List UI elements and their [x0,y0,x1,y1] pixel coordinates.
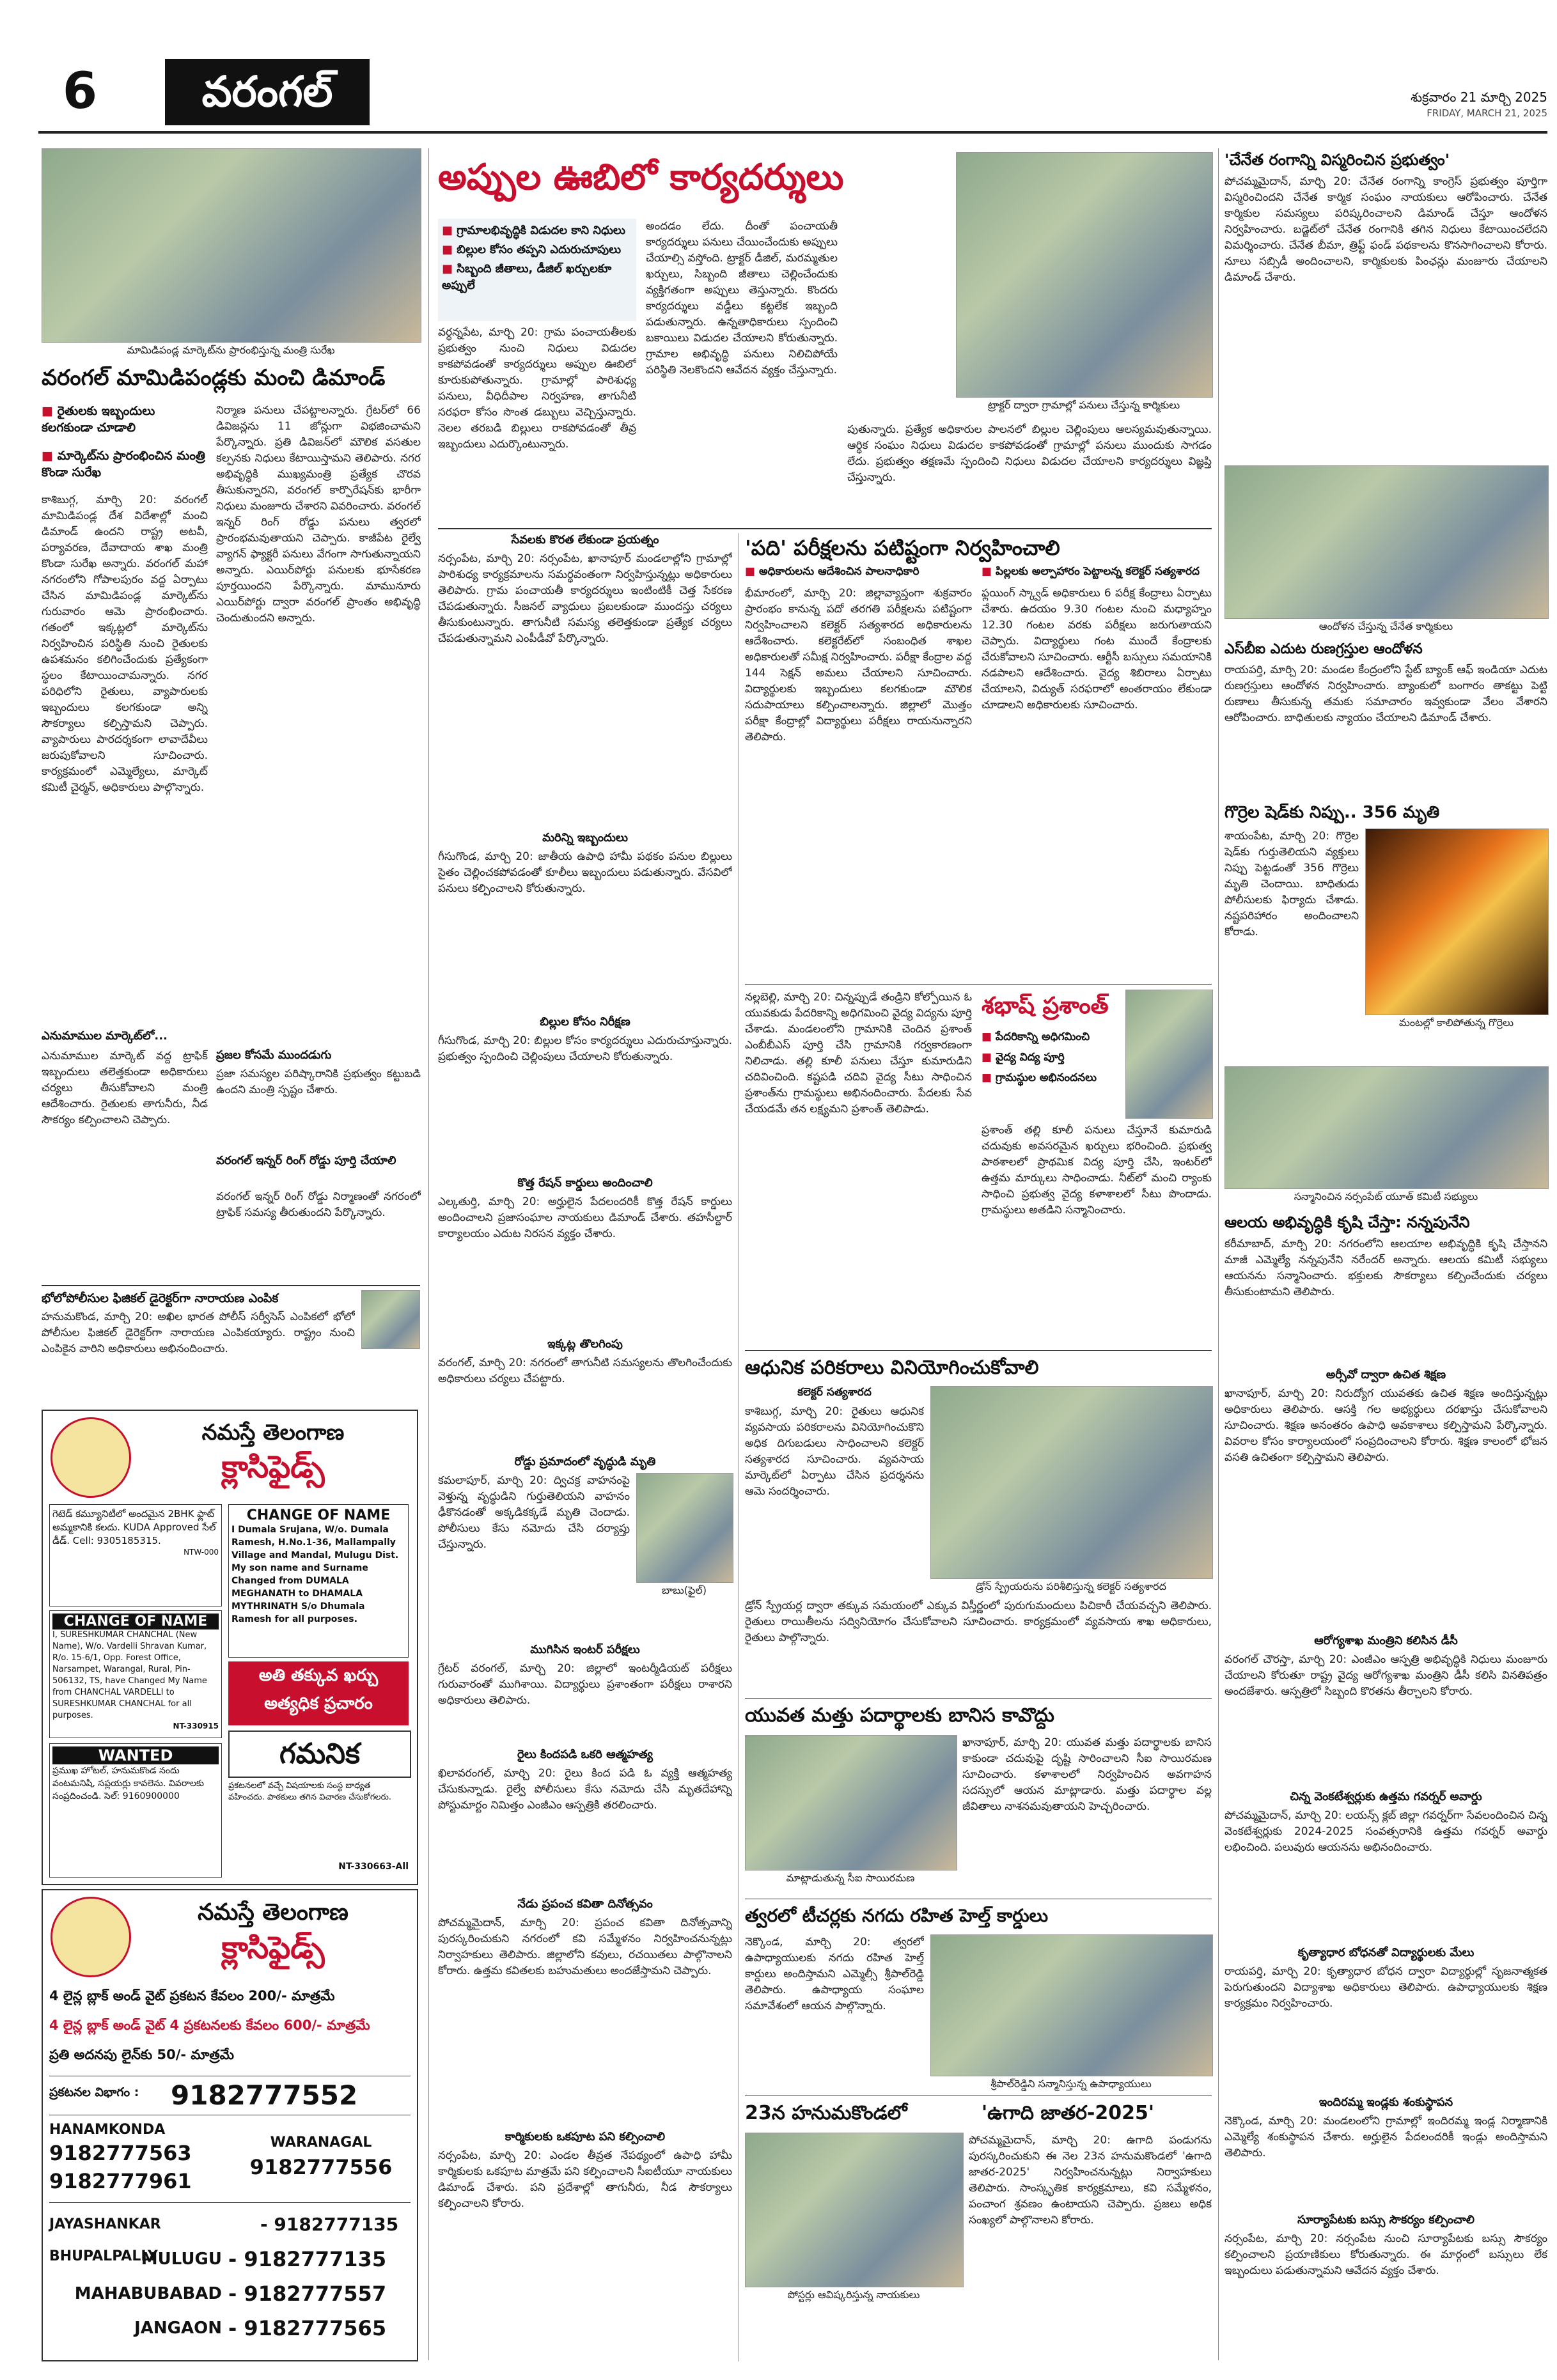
mid-sub-5: రైలు కిందపడి ఒకరి ఆత్మహత్య [517,1748,653,1761]
lead-bullet-2: ■ బిల్లుల కోసం తప్పని ఎదురుచూపులు [438,240,636,260]
change-of-name-2-title: CHANGE OF NAME [52,1614,219,1629]
city-hanamkonda-phone-1: 9182777563 [49,2141,192,2165]
lead-sub-2: మరిన్ని ఇబ్బందులు [542,831,628,844]
classified-brand-1: నమస్తే తెలంగాణ [201,1420,345,1445]
fire-photo-caption: మంటల్లో కాలిపోతున్న గొర్రెలు [1399,1016,1514,1029]
column-rule-1 [428,148,429,2360]
tenth-body-2: ఫ్లయింగ్‌ స్క్వాడ్‌ అధికారులు 6 పరీక్ష కేంద్రాలు ఏర్పాటు చేశారు. ఉదయం 9.30 గంటల నుంచి మధ్యాహ్నం 12.30 గంటల వరకు పరీక్షలు జరుగుతాయని చెప్పారు. విద్యార్థులు గంట ముందే కేంద్రాలకు చేరుకోవాలని సూచించారు. ఆర్టీసీ బస్సులు సమయానికి నడపాలని ఆదేశించారు. వైద్య శిబిరాలు ఏర్పాటు చేయాలని, విద్యుత్‌ సరఫరాలో అంతరాయం లేకుండా చూడాలని అధికారులకు సూచించారు. [982,587,1212,712]
mid-body-3: గీసుగొండ, మార్చి 20: బిల్లుల కోసం కార్యదర్శులు ఎదురుచూస్తున్నారు. ప్రభుత్వం స్పందించి చెల్లింపులు చేయాలని కోరుతున్నారు. [438,1034,732,1063]
promo-banner [228,1661,409,1725]
rate-line-1: 4 లైన్ల బ్లాక్‌ అండ్‌ వైట్‌ ప్రకటన కేవలం 200/- మాత్రమే [49,1988,335,2003]
mid-sub-7: కార్మికులకు ఒకపూట పని కల్పించాలి [505,2130,666,2143]
indiramma-sub: ఇందిరమ్మ ఇండ్లకు శంకుస్థాపన [1318,2096,1453,2109]
mango-body-right-2: ప్రజా సమస్యల పరిష్కారానికి ప్రభుత్వం కట్టుబడి ఉందని మంత్రి స్పష్టం చేశారు. [216,1068,421,1096]
change-of-name-ad [228,1504,409,1658]
lead-body-2: అందడం లేదు. దీంతో పంచాయతీ కార్యదర్శులు పనులు చేయించేందుకు అప్పులు చేయాల్సి వస్తోంది. ట్రాక్టర్‌ డీజిల్‌, మరమ్మతుల ఖర్చులు, సిబ్బంది జీతాలు చెల్లించేందుకు వ్యక్తిగతంగా అప్పులు తెస్తున్నారు. కొందరు కార్యదర్శులు వడ్డీలు కట్టలేక ఇబ్బంది పడుతున్నారు. ఉన్నతాధికారులు స్పందించి బకాయిలు విడుదల చేయాలని కోరుతున్నారు. గ్రామాల అభివృద్ధి పనులు నిలిచిపోయే పరిస్థితి నెలకొందని ఆవేదన వ్యక్తం చేస్తున్నారు. [646,220,838,377]
date-en: FRIDAY, MARCH 21, 2025 [1427,107,1547,119]
governor-award-sub: చిన్న వెంకటేశ్వర్లుకు ఉత్తమ గవర్నర్‌ అవార్డు [1290,1790,1482,1803]
prashanth-rule [745,984,1212,985]
mango-bullet-2: ■ మార్కెట్‌ను ప్రారంభించిన మంత్రి కొండా సురేఖ [42,447,208,481]
page-number: 6 [62,63,98,120]
prashanth-headline: శభాష్‌ ప్రశాంత్‌ [982,993,1109,1019]
masthead [0,0,1557,136]
mid-body-1: నర్సంపేట, మార్చి 20: నర్సంపేట, ఖానాపూర్‌ మండలాల్లోని గ్రామాల్లో పారిశుధ్య కార్యక్రమాలను సమర్థవంతంగా నిర్వహిస్తున్నట్లు అధికారులు తెలిపారు. గ్రామ పంచాయతీ కార్యదర్శులు ఇంటింటికీ చెత్త సేకరణ చేపడుతున్నారు. సీజనల్‌ వ్యాధులు ప్రబలకుండా ముందస్తు చర్యలు తీసుకుంటున్నారు. తాగునీటి సమస్య తలెత్తకుండా ప్రత్యేక చర్యలు చేపడుతున్నామని ఎంపీడీవో పేర్కొన్నారు. [438,552,732,645]
poster-photo [745,2133,964,2287]
classified-box-2 [42,1889,418,2361]
tools-byline: కలెక్టర్‌ సత్యశారద [797,1386,872,1399]
city-hanamkonda-phone-2: 9182777961 [49,2169,192,2193]
health-body: నెక్కొండ, మార్చి 20: త్వరలో ఉపాధ్యాయులకు నగదు రహిత హెల్త్‌ కార్డులు అందిస్తామని ఎమ్మెల్సీ శ్రీపాల్‌రెడ్డి తెలిపారు. ఉపాధ్యాయ సంఘాల సమావేశంలో ఆయన పాల్గొన్నారు. [745,1936,924,2012]
city-bhupalpally-phone: - 9182777135 [260,2214,399,2235]
youth-committee-photo [1224,1066,1549,1189]
adv-dept-phone: 9182777552 [171,2080,358,2111]
health-minister-body: వరంగల్‌ చౌరస్తా, మార్చి 20: ఎంజీఎం ఆస్పత్రి అభివృద్ధికి నిధులు మంజూరు చేయాలని కోరుతూ రాష్ట్ర వైద్య ఆరోగ్యశాఖ మంత్రిని డీసీ కలిసి వినతిపత్రం అందజేశారు. ఆస్పత్రిలో సిబ్బంది కొరతను తీర్చాలని కోరారు. [1224,1653,1547,1698]
youth-photo [745,1735,957,1871]
rate-line-2: 4 లైన్ల బ్లాక్‌ అండ్‌ వైట్‌ 4 ప్రకటనలకు కేవలం 600/- మాత్రమే [49,2018,370,2033]
tools-headline: ఆధునిక పరికరాలు వినియోగించుకోవాలి [745,1357,1039,1379]
mango-sub-3: వరంగల్‌ ఇన్నర్‌ రింగ్‌ రోడ్డు పూర్తి చేయాలి [216,1154,396,1167]
tractor-photo [956,152,1213,398]
wanted-title: WANTED [52,1746,219,1764]
ad-code-1: NTW-000 [184,1548,219,1557]
physical-director-story [42,1285,420,1401]
prashanth-photo [1125,990,1213,1119]
city-mulugu-phone: - 9182777135 [228,2247,387,2271]
tenth-body-1: భీమారంలో, మార్చి 20: జిల్లావ్యాప్తంగా శుక్రవారం ప్రారంభం కానున్న పదో తరగతి పరీక్షలను పటిష్టంగా నిర్వహించాలని కలెక్టర్‌ సత్యశారద అధికారులను ఆదేశించారు. కలెక్టరేట్‌లో సంబంధిత శాఖల అధికారులతో సమీక్ష నిర్వహించారు. పరీక్షా కేంద్రాల వద్ద 144 సెక్షన్‌ అమలు చేయాలని సూచించారు. విద్యార్థులకు ఇబ్బందులు కలగకుండా మౌలిక సదుపాయాలు కల్పించాలన్నారు. జిల్లాలో మొత్తం పరీక్షా కేంద్రాల్లో విద్యార్థులు పరీక్షలు రాయనున్నారని తెలిపారు. [745,587,972,743]
adv-dept-row [49,2076,411,2115]
mango-body-left: కాశిబుగ్గ, మార్చి 20: వరంగల్‌ మామిడిపండ్ల దేశ విదేశాల్లో మంచి డిమాండ్‌ ఉందని రాష్ట్ర అటవీ, పర్యావరణ, దేవాదాయ శాఖ మంత్రి కొండా సురేఖ అన్నారు. వరంగల్‌ మహా నగరంలోని గోపాలపురం వద్ద ఏర్పాటు చేసిన మామిడిపండ్ల మార్కెట్‌ను గురువారం ఆమె ప్రారంభించారు. గతంలో ఇక్కట్లలో మార్కెట్‌ను నిర్వహించిన పరిస్థితి నుంచి రైతులకు ఉపశమనం కలిగించేందుకు ప్రత్యేకంగా స్థలం కేటాయించామన్నారు. నగర పరిధిలోని రైతులు, వ్యాపారులకు ఇబ్బందులు కలగకుండా అన్ని సౌకర్యాలు కల్పిస్తామని చెప్పారు. వ్యాపారులు పారదర్శకంగా లావాదేవీలు జరుపుకోవాలని సూచించారు. కార్యక్రమంలో ఎమ్మెల్యేలు, మార్కెట్‌ కమిటీ చైర్మన్‌, అధికారులు పాల్గొన్నారు. [42,494,208,794]
handloom-photo [1224,465,1549,619]
mango-photo-caption: మామిడిపండ్ల మార్కెట్‌ను ప్రారంభిస్తున్న మంత్రి సురేఖ [127,344,335,356]
change-of-name-2-text: I, SURESHKUMAR CHANCHAL (New Name), W/o. Vardelli Shravan Kumar, R/o. 15-6/1, Opp. Forest Office, Narsampet, Warangal, Rural, Pin-506132, TS, have Changed My Name from CHANCHAL VARDELLI to SURESHKUMAR CHANCHAL for all purposes. [52,1630,207,1720]
mid-sub-4: ముగిసిన ఇంటర్‌ పరీక్షలు [530,1643,640,1656]
mid-sub-2: ఇక్కట్ల తొలగింపు [547,1337,623,1351]
classified-title-2: క్లాసిఫైడ్స్‌ [221,1930,325,1966]
fire-body: శాయంపేట, మార్చి 20: గొర్రెల షెడ్‌కు గుర్తుతెలియని వ్యక్తులు నిప్పు పెట్టడంతో 356 గొర్రెలు మృతి చెందాయి. బాధితుడు పోలీసులకు ఫిర్యాదు చేశాడు. నష్టపరిహారం అందించాలని కోరాడు. [1224,830,1359,938]
classified-logo-2 [51,1897,131,1977]
lead-bullets [438,219,636,321]
mid-body-4: ఎల్కతుర్తి, మార్చి 20: అర్హులైన పేదలందరికీ కొత్త రేషన్‌ కార్డులు అందించాలని ప్రజాసంఘాల నాయకులు డిమాండ్‌ చేశారు. తహసీల్దార్‌ కార్యాలయం ఎదుట నిరసన వ్యక్తం చేశారు. [438,1195,732,1240]
lead-bullet-3: ■ సిబ్బంది జీతాలు, డీజిల్‌ ఖర్చులకూ అప్పులే [438,260,636,295]
fire-headline: గొర్రెల షెడ్‌కు నిప్పు.. 356 మృతి [1224,803,1440,822]
mid-body-7: గ్రేటర్‌ వరంగల్‌, మార్చి 20: జిల్లాలో ఇంటర్మీడియట్‌ పరీక్షలు గురువారంతో ముగిశాయి. విద్యార్థులు ప్రశాంతంగా పరీక్షలు రాశారని అధికారులు తెలిపారు. [438,1662,732,1707]
indiramma-body: నెక్కొండ, మార్చి 20: మండలంలోని గ్రామాల్లో ఇందిరమ్మ ఇండ్ల నిర్మాణానికి ఎమ్మెల్యే శంకుస్థాపన చేశారు. అర్హులైన పేదలందరికీ ఇండ్లు అందిస్తామని తెలిపారు. [1224,2115,1547,2159]
lead-body-3: పుతున్నారు. ప్రత్యేక అధికారుల పాలనలో బిల్లుల చెల్లింపులు ఆలస్యమవుతున్నాయి. ఆర్థిక సంఘం నిధులు విడుదల కాకపోవడంతో గ్రామాల్లో పనులు ముందుకు సాగడం లేదు. ప్రభుత్వం తక్షణమే స్పందించి నిధులు విడుదల చేయాలని కార్యదర్శులు విజ్ఞప్తి చేస్తున్నారు. [847,423,1212,484]
mango-sub-2: ప్రజల కోసమే ముందడుగు [216,1048,332,1062]
column-rule-3 [1218,148,1219,2360]
ugadi-body: పోచమ్మమైదాన్‌, మార్చి 20: ఉగాది పండుగను పురస్కరించుకుని ఈ నెల 23న హనుమకొండలో 'ఉగాది జాతర-2025' నిర్వహించనున్నట్లు నిర్వాహకులు తెలిపారు. సాంస్కృతిక కార్యక్రమాలు, కవి సమ్మేళనం, పంచాంగ శ్రవణం ఉంటాయని చెప్పారు. ప్రజలు అధిక సంఖ్యలో పాల్గొనాలని కోరారు. [969,2134,1212,2227]
tractor-photo-caption: ట్రాక్టర్‌ ద్వారా గ్రామాల్లో పనులు చేస్తున్న కార్మికులు [987,399,1180,411]
bus-body: నర్సంపేట, మార్చి 20: నర్సంపేట నుంచి సూర్యాపేటకు బస్సు సౌకర్యం కల్పించాలని ప్రయాణికులు కోరుతున్నారు. ఈ మార్గంలో బస్సులు లేక ఇబ్బందులు పడుతున్నామని ఆవేదన వ్యక్తం చేశారు. [1224,2232,1547,2277]
masthead-rule [38,131,1547,134]
city-warangal: WARANAGAL [270,2135,372,2151]
handloom-photo-caption: ఆందోళన చేస్తున్న చేనేత కార్మికులు [1318,620,1453,632]
city-warangal-phone: 9182777556 [249,2155,393,2179]
ad-code-2: NT-330915 [173,1722,219,1731]
mid-body-10: నర్సంపేట, మార్చి 20: ఎండల తీవ్రత నేపథ్యంలో ఉపాధి హామీ కార్మికులకు ఒకపూట మాత్రమే పని కల్పించాలని సీఐటీయూ నాయకులు డిమాండ్‌ చేశారు. పని ప్రదేశాల్లో తాగునీరు, నీడ సౌకర్యాలు కల్పించాలని కోరారు. [438,2149,732,2210]
classified-ad-left [49,1504,222,1606]
handloom-headline: 'చేనేత రంగాన్ని విస్మరించిన ప్రభుత్వం' [1224,151,1450,169]
adv-dept-label: ప్రకటనల విభాగం : [49,2085,139,2099]
teaching-sub: కృత్యాధార బోధనతో విద్యార్థులకు మేలు [1297,1946,1475,1959]
tenth-headline: 'పది' పరీక్షలను పటిష్టంగా నిర్వహించాలి [745,536,1060,560]
bus-sub: సూర్యాపేటకు బస్సు సౌకర్యం కల్పించాలి [1297,2213,1475,2227]
prashanth-body-1: నల్లబెల్లి, మార్చి 20: చిన్నప్పుడే తండ్రిని కోల్పోయిన ఓ యువకుడు పేదరికాన్ని అధిగమించి వైద్య విద్యను పూర్తి చేశాడు. మండలంలోని గ్రామానికి చెందిన ప్రశాంత్‌ ఎంబీబీఎస్‌ పూర్తి చేసి గ్రామానికి గర్వకారణంగా నిలిచాడు. తల్లి కూలీ పనులు చేస్తూ కుమారుడిని చదివించింది. కష్టపడి చదివి వైద్య సీటు సాధించిన ప్రశాంత్‌ను గ్రామస్థులు అభినందించారు. పేదలకు సేవ చేయడమే తన లక్ష్యమని ప్రశాంత్‌ తెలిపాడు. [745,991,972,1116]
governor-award-body: పోచమ్మమైదాన్‌, మార్చి 20: లయన్స్‌ క్లబ్‌ జిల్లా గవర్నర్‌గా సేవలందించిన చిన్న వెంకటేశ్వర్లుకు 2024-2025 సంవత్సరానికి ఉత్తమ గవర్నర్‌ అవార్డు లభించింది. పలువురు ఆయనను అభినందించారు. [1224,1809,1547,1854]
health-photo-caption: శ్రీపాల్‌రెడ్డిని సన్మానిస్తున్న ఉపాధ్యాయులు [990,2078,1152,2090]
health-photo [930,1934,1213,2076]
prashanth-bullet-3: ■ గ్రామస్థుల అభినందనలు [982,1071,1122,1087]
rsu-body: ఖానాపూర్‌, మార్చి 20: నిరుద్యోగ యువతకు ఉచిత శిక్షణ అందిస్తున్నట్లు అధికారులు తెలిపారు. ఆసక్తి గల అభ్యర్థులు దరఖాస్తు చేసుకోవాలని సూచించారు. శిక్షణ అనంతరం ఉపాధి అవకాశాలు కల్పిస్తామని పేర్కొన్నారు. వివరాల కోసం కార్యాలయంలో సంప్రదించాలని కోరారు. శిక్షణ కాలంలో భోజన వసతి ఉచితంగా కల్పిస్తామని తెలిపారు. [1224,1387,1547,1464]
fire-photo [1365,828,1549,1015]
rate-line-3: ప్రతి అదనపు లైన్‌కు 50/- మాత్రమే [49,2047,234,2062]
mid-body-5: వరంగల్‌, మార్చి 20: నగరంలో తాగునీటి సమస్యలను తొలగించేందుకు అధికారులు చర్యలు చేపట్టారు. [438,1357,732,1385]
classified-ad-left-text: గెటెడ్‌ కమ్యూనిటీలో అందమైన 2BHK ఫ్లాట్‌ అమ్మకానికి కలదు. KUDA Approved సేల్‌ డీడ్‌. Cell: 9305185315. [52,1508,216,1546]
narayana-photo [361,1290,420,1349]
physical-director-body: హనుమకొండ, మార్చి 20: అఖిల భారత పోలీస్‌ సర్వీసెస్‌ ఎంపికలో భోలో పోలీసుల ఫిజికల్‌ డైరెక్టర్‌గా నారాయణ ఎంపికయ్యారు. రాష్ట్రం నుంచి ఎంపికైన వారిని అధికారులు అభినందించారు. [42,1311,355,1355]
sbi-body: రాయపర్తి, మార్చి 20: మండల కేంద్రంలోని స్టేట్‌ బ్యాంక్‌ ఆఫ్‌ ఇండియా ఎదుట రుణగ్రస్తులు ఆందోళన నిర్వహించారు. బ్యాంకులో బంగారం తాకట్టు పెట్టి రుణాలు తీసుకున్న తమకు సమాచారం ఇవ్వకుండా వేలం వేశారని ఆరోపించారు. బాధితులకు న్యాయం చేయాలని డిమాండ్‌ చేశారు. [1224,664,1547,724]
tools-body-1: కాశిబుగ్గ, మార్చి 20: రైతులు ఆధునిక వ్యవసాయ పరికరాలను వినియోగించుకొని అధిక దిగుబడులు సాధించాలని కలెక్టర్‌ సత్యశారద సూచించారు. వ్యవసాయ మార్కెట్‌లో ఏర్పాటు చేసిన ప్రదర్శనను ఆమె సందర్శించారు. [745,1405,924,1498]
tenth-bullet-2: ■ పిల్లలకు అల్పాహారం పెట్టాలన్న కలెక్టర్‌ సత్యశారద [982,565,1212,580]
mid-body-2: గీసుగొండ, మార్చి 20: జాతీయ ఉపాధి హామీ పథకం పనుల బిల్లులు సైతం చెల్లించకపోవడంతో కూలీలు ఇబ్బందులు పడుతున్నారు. వేసవిలో పనులు కల్పించాలని కోరుతున్నారు. [438,850,732,895]
drone-photo [930,1386,1213,1579]
city-hanamkonda: HANAMKONDA [49,2122,166,2138]
change-of-name-text: I Dumala Srujana, W/o. Dumala Ramesh, H.No.1-36, Mallampally Village and Mandal, Mulugu Dist. My son name and Surname Changed from DUMALA MEGHANATH to DHAMALA MYTHRINATH S/o Dhumala Ramesh for all purposes. [231,1525,399,1624]
city-bhupalpally: JAYASHANKAR BHUPALPALLY [49,2216,161,2264]
hanamkonda-headline: 23న హనుమకొండలో [745,2102,907,2124]
mid-sub-1: కొత్త రేషన్‌ కార్డులు అందించాలి [517,1176,653,1190]
city-mulugu: MULUGU [141,2250,222,2269]
mango-bullet-1: ■ రైతులకు ఇబ్బందులు కలగకుండా చూడాలి [42,403,208,436]
date-te: శుక్రవారం 21 మార్చి 2025 [1411,89,1547,105]
youth-committee-caption: సన్మానించిన నర్సంపేట్‌ యూత్‌ కమిటీ సభ్యులు [1294,1190,1478,1202]
promo-banner-2: అత్యధిక ప్రచారం [264,1694,373,1713]
lead-sub-3: బిల్లుల కోసం నిరీక్షణ [540,1015,630,1029]
poster-photo-caption: పోస్టర్లు ఆవిష్కరిస్తున్న నాయకులు [787,2289,920,2301]
mid-body-8: ఖిలావరంగల్‌, మార్చి 20: రైలు కింద పడి ఓ వ్యక్తి ఆత్మహత్య చేసుకున్నాడు. రైల్వే పోలీసులు కేసు నమోదు చేసి మృతదేహాన్ని పోస్టుమార్టం నిమిత్తం ఎంజీఎం ఆస్పత్రికి తరలించారు. [438,1767,732,1812]
health-headline: త్వరలో టీచర్లకు నగదు రహిత హెల్త్‌ కార్డులు [745,1905,1049,1926]
gamanika-text: ప్రకటనలలో వచ్చే విషయాలకు సంస్థ బాధ్యత వహించదు. పాఠకులు తగిన విచారణ చేసుకోగలరు. [228,1781,391,1802]
physical-director-headline: భోలోపోలీసుల ఫిజికల్‌ డైరెక్టర్‌గా నారాయణ ఎంపిక [42,1291,279,1305]
temple-headline: ఆలయ అభివృద్ధికి కృషి చేస్తా: నన్నపునేని [1224,1213,1470,1231]
classified-box-1 [42,1410,418,1885]
lead-headline: అప్పుల ఊబిలో కార్యదర్శులు [438,157,844,198]
classified-logo-1 [51,1417,131,1498]
mango-body-left-2: ఎనుమాముల మార్కెట్‌ వద్ద ట్రాఫిక్‌ ఇబ్బందులు తలెత్తకుండా అధికారులు చర్యలు తీసుకోవాలని మంత్రి ఆదేశించారు. రైతులకు తాగునీరు, నీడ సౌకర్యం కల్పించాలని చెప్పారు. [42,1050,208,1126]
mango-body-right: నిర్మాణ పనులు చేపట్టాలన్నారు. గ్రేటర్‌లో 66 డివిజన్లను 11 జోన్లుగా విభజించామని పేర్కొన్నారు. ప్రతి డివిజన్‌లో మౌలిక వసతుల కల్పనకు నిధులు కేటాయిస్తామని తెలిపారు. నగర అభివృద్ధికి ముఖ్యమంత్రి ప్రత్యేక చొరవ తీసుకున్నారని, వరంగల్‌ కార్పొరేషన్‌కు భారీగా నిధులు మంజూరు చేశారని వివరించారు. వరంగల్‌ ఇన్నర్‌ రింగ్‌ రోడ్డు పనులు త్వరలో ప్రారంభమవుతాయని చెప్పారు. కాజీపేట రైల్వే వ్యాగన్‌ ఫ్యాక్టరీ పనులు వేగంగా సాగుతున్నాయని అన్నారు. ఎయిర్‌పోర్టు పనులకు భూసేకరణ పూర్తయిందని పేర్కొన్నారు. మామునూరు ఎయిర్‌పోర్టు ద్వారా వరంగల్‌ ప్రాంతం అభివృద్ధి చెందుతుందని అన్నారు. [216,404,421,625]
mango-body-right-3: వరంగల్‌ ఇన్నర్‌ రింగ్‌ రోడ్డు నిర్మాణంతో నగరంలో ట్రాఫిక్‌ సమస్య తీరుతుందని పేర్కొన్నారు. [216,1190,421,1219]
mid-body-9: పోచమ్మమైదాన్‌, మార్చి 20: ప్రపంచ కవితా దినోత్సవాన్ని పురస్కరించుకుని నగరంలో కవి సమ్మేళనం నిర్వహించనున్నట్లు నిర్వాహకులు తెలిపారు. జిల్లాలోని కవులు, రచయితలు పాల్గొనాలని కోరారు. ఉత్తమ కవితలకు బహుమతులు అందజేస్తామని చెప్పారు. [438,1917,732,1977]
wanted-ad [49,1743,222,1878]
prashanth-bullet-1: ■ పేదరికాన్ని అధిగమించి [982,1031,1122,1046]
lead-body-1: వర్ధన్నపేట, మార్చి 20: గ్రామ పంచాయతీలకు ప్రభుత్వం నుంచి నిధులు విడుదల కాకపోవడంతో కార్యదర్శులు అప్పుల ఊబిలో కూరుకుపోతున్నారు. గ్రామాల్లో పారిశుధ్య పనులు, వీధిదీపాల నిర్వహణ, తాగునీటి సరఫరా కోసం సొంత డబ్బులు వెచ్చిస్తున్నారు. నెలల తరబడి బిల్లులు రాకపోవడంతో తీవ్ర ఇబ్బందులు ఎదుర్కొంటున్నారు. [438,326,636,451]
prashanth-body-2: ప్రశాంత్‌ తల్లి కూలీ పనులు చేస్తూనే కుమారుడి చదువుకు అవసరమైన ఖర్చులు భరించింది. ప్రభుత్వ పాఠశాలలో ప్రాథమిక విద్య పూర్తి చేసి, ఇంటర్‌లో ఉత్తమ మార్కులు సాధించాడు. నీట్‌లో మంచి ర్యాంకు సాధించి ప్రభుత్వ వైద్య కళాశాలలో సీటు పొందాడు. గ్రామస్థులు అతడిని సన్మానించారు. [982,1124,1212,1217]
drone-photo-caption: డ్రోన్‌ స్ప్రేయరును పరిశీలిస్తున్న కలెక్టర్‌ సత్యశారద [976,1580,1166,1592]
mid-sub-3: రోడ్డు ప్రమాదంలో వృద్ధుడి మృతి [514,1455,656,1468]
promo-banner-1: అతి తక్కువ ఖర్చు [258,1666,379,1685]
youth-photo-caption: మాట్లాడుతున్న సీఐ సాయిరమణ [786,1872,915,1884]
section-title: వరంగల్ [165,59,370,125]
mango-headline: వరంగల్‌ మామిడిపండ్లకు మంచి డిమాండ్‌ [42,365,386,391]
lead-bullet-1: ■ గ్రామాలభివృద్ధికి విడుదల కాని నిధులు [438,219,636,240]
babu-photo [636,1473,733,1583]
city-jangaon-phone: - 9182777565 [228,2316,387,2340]
change-of-name-title: CHANGE OF NAME [246,1507,391,1523]
city-mahabubabad-phone: - 9182777557 [228,2282,387,2306]
ad-code-3: NT-330663-All [338,1862,409,1872]
prashanth-bullet-2: ■ వైద్య విద్య పూర్తి [982,1051,1122,1066]
mid-sub-6: నేడు ప్రపంచ కవితా దినోత్సవం [517,1897,653,1911]
youth-headline: యువత మత్తు పదార్థాలకు బానిస కావొద్దు [745,1704,1054,1727]
youth-rule [745,1698,1212,1699]
city-mahabubabad: MAHABUBABAD [74,2284,222,2303]
wanted-text: ప్రముఖ హోటల్‌, హనుమకొండ నందు వంటమనిషి, సప్లయర్లు కావలెను. వివరాలకు సంప్రదించండి. సెల్‌: 9160900000 [52,1766,205,1801]
mid-body-6: కమలాపూర్‌, మార్చి 20: ద్విచక్ర వాహనంపై వెళ్తున్న వృద్ధుడిని గుర్తుతెలియని వాహనం ఢీకొనడంతో అక్కడికక్కడే మృతి చెందాడు. పోలీసులు కేసు నమోదు చేసి దర్యాప్తు చేస్తున్నారు. [438,1474,630,1551]
city-jangaon: JANGAON [134,2319,222,2338]
youth-body: ఖానాపూర్‌, మార్చి 20: యువత మత్తు పదార్థాలకు బానిస కాకుండా చదువుపై దృష్టి సారించాలని సీఐ సాయిరమణ సూచించారు. కళాశాలలో నిర్వహించిన అవగాహన సదస్సులో ఆయన మాట్లాడారు. మత్తు పదార్థాల వల్ల జీవితాలు నాశనమవుతాయని హెచ్చరించారు. [962,1736,1212,1813]
tools-body-2: డ్రోన్‌ స్ప్రేయర్ల ద్వారా తక్కువ సమయంలో ఎక్కువ విస్తీర్ణంలో పురుగుమందులు పిచికారీ చేయవచ్చని తెలిపారు. రైతులు రాయితీలను సద్వినియోగం చేసుకోవాలని సూచించారు. కార్యక్రమంలో వ్యవసాయ శాఖ అధికారులు, రైతులు పాల్గొన్నారు. [745,1599,1212,1644]
tenth-bullet-1: ■ అధికారులను ఆదేశించిన పాలనాధికారి [745,565,975,580]
teaching-body: రాయపర్తి, మార్చి 20: కృత్యాధార బోధన ద్వారా విద్యార్థుల్లో సృజనాత్మకత పెరుగుతుందని విద్యాశాఖ అధికారులు తెలిపారు. ఉపాధ్యాయులకు శిక్షణ కార్యక్రమం నిర్వహించారు. [1224,1965,1547,2010]
tools-rule [745,1350,1212,1351]
classified-title-1: క్లాసిఫైడ్స్‌ [221,1449,325,1485]
temple-body: కరీమాబాద్‌, మార్చి 20: నగరంలోని ఆలయాల అభివృద్ధికి కృషి చేస్తానని మాజీ ఎమ్మెల్యే నన్నపునేని నరేందర్‌ అన్నారు. ఆలయ కమిటీ సభ్యులు ఆయనను సన్మానించారు. భక్తులకు సౌకర్యాలు కల్పించేందుకు చర్యలు తీసుకుంటామని తెలిపారు. [1224,1238,1547,1298]
health-minister-sub: ఆరోగ్యశాఖ మంత్రిని కలిసిన డీసీ [1314,1634,1458,1647]
change-of-name-ad-2 [49,1610,222,1738]
rsu-sub: అర్సీవో ద్వారా ఉచిత శిక్షణ [1326,1368,1446,1381]
gamanika-label: గమనిక [228,1731,411,1778]
ugadi-headline: 'ఉగాది జాతర-2025' [982,2102,1155,2124]
classified-brand-2: నమస్తే తెలంగాణ [198,1899,348,1925]
sbi-headline: ఎస్‌బీఐ ఎదుట రుణగ్రస్తుల ఆందోళన [1224,641,1423,657]
mango-sub-1: ఎనుమాముల మార్కెట్‌లో... [42,1029,168,1043]
mango-market-photo [42,148,421,343]
city-divider [49,2202,411,2203]
babu-photo-caption: బాబు(ఫైల్‌) [662,1584,707,1596]
lead-rule [438,528,1212,529]
handloom-body: పోచమ్మమైదాన్‌, మార్చి 20: చేనేత రంగాన్ని కాంగ్రెస్‌ ప్రభుత్వం పూర్తిగా విస్మరించిందని చేనేత కార్మిక సంఘం నాయకులు ఆరోపించారు. చేనేత కార్మికుల సమస్యలు పరిష్కరించాలని డిమాండ్‌ చేస్తూ ఆందోళన నిర్వహించారు. బడ్జెట్‌లో చేనేత రంగానికి తగిన నిధులు కేటాయించలేదని విమర్శించారు. చేనేత బీమా, త్రిఫ్ట్‌ ఫండ్‌ పథకాలను కొనసాగించాలని కోరారు. నూలు సబ్సిడీ అందించాలని, కార్మికులకు పింఛన్లు మంజూరు చేయాలని డిమాండ్‌ చేశారు. [1224,175,1547,284]
lead-sub-1: సేవలకు కొరత లేకుండా ప్రయత్నం [511,533,659,547]
